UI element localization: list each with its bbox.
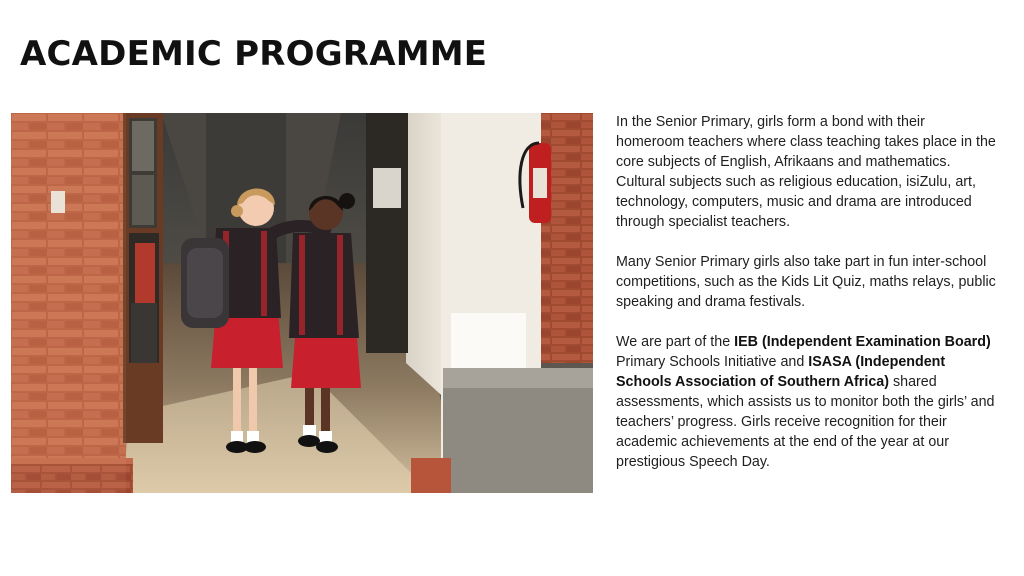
paragraph-assessments-part-2: Primary Schools Initiative and bbox=[616, 354, 809, 370]
paragraph-assessments-part-1: We are part of the bbox=[616, 334, 735, 350]
programme-description bbox=[616, 112, 996, 492]
paragraph-core-subjects: In the Senior Primary, girls form a bond with their homeroom teachers where class teaching takes place in the core subjects of English, Afrikaans and mathematics. Cultural subjects such as religious education, isiZulu, art, technology, computers, music and drama are introduced through specialist teachers. bbox=[616, 114, 996, 230]
paragraph-assessments-part-3: shared assessments, which assists us to monitor both the girls’ and teachers’ progress. Girls receive recognition for their academic achievements at the end of the year at our prestigious Speech Day. bbox=[616, 374, 995, 470]
paragraph-assessments bbox=[616, 332, 996, 472]
school-photo bbox=[11, 113, 593, 493]
page-title: ACADEMIC PROGRAMME bbox=[20, 34, 488, 74]
photo-illustration bbox=[11, 113, 593, 493]
isasa-name: ISASA (Independent Schools Association of Southern Africa) bbox=[616, 354, 946, 390]
ieb-name: IEB (Independent Examination Board) bbox=[734, 334, 991, 350]
paragraph-competitions: Many Senior Primary girls also take part in fun inter-school competitions, such as the Kids Lit Quiz, maths relays, public speaking and drama festivals. bbox=[616, 254, 996, 310]
